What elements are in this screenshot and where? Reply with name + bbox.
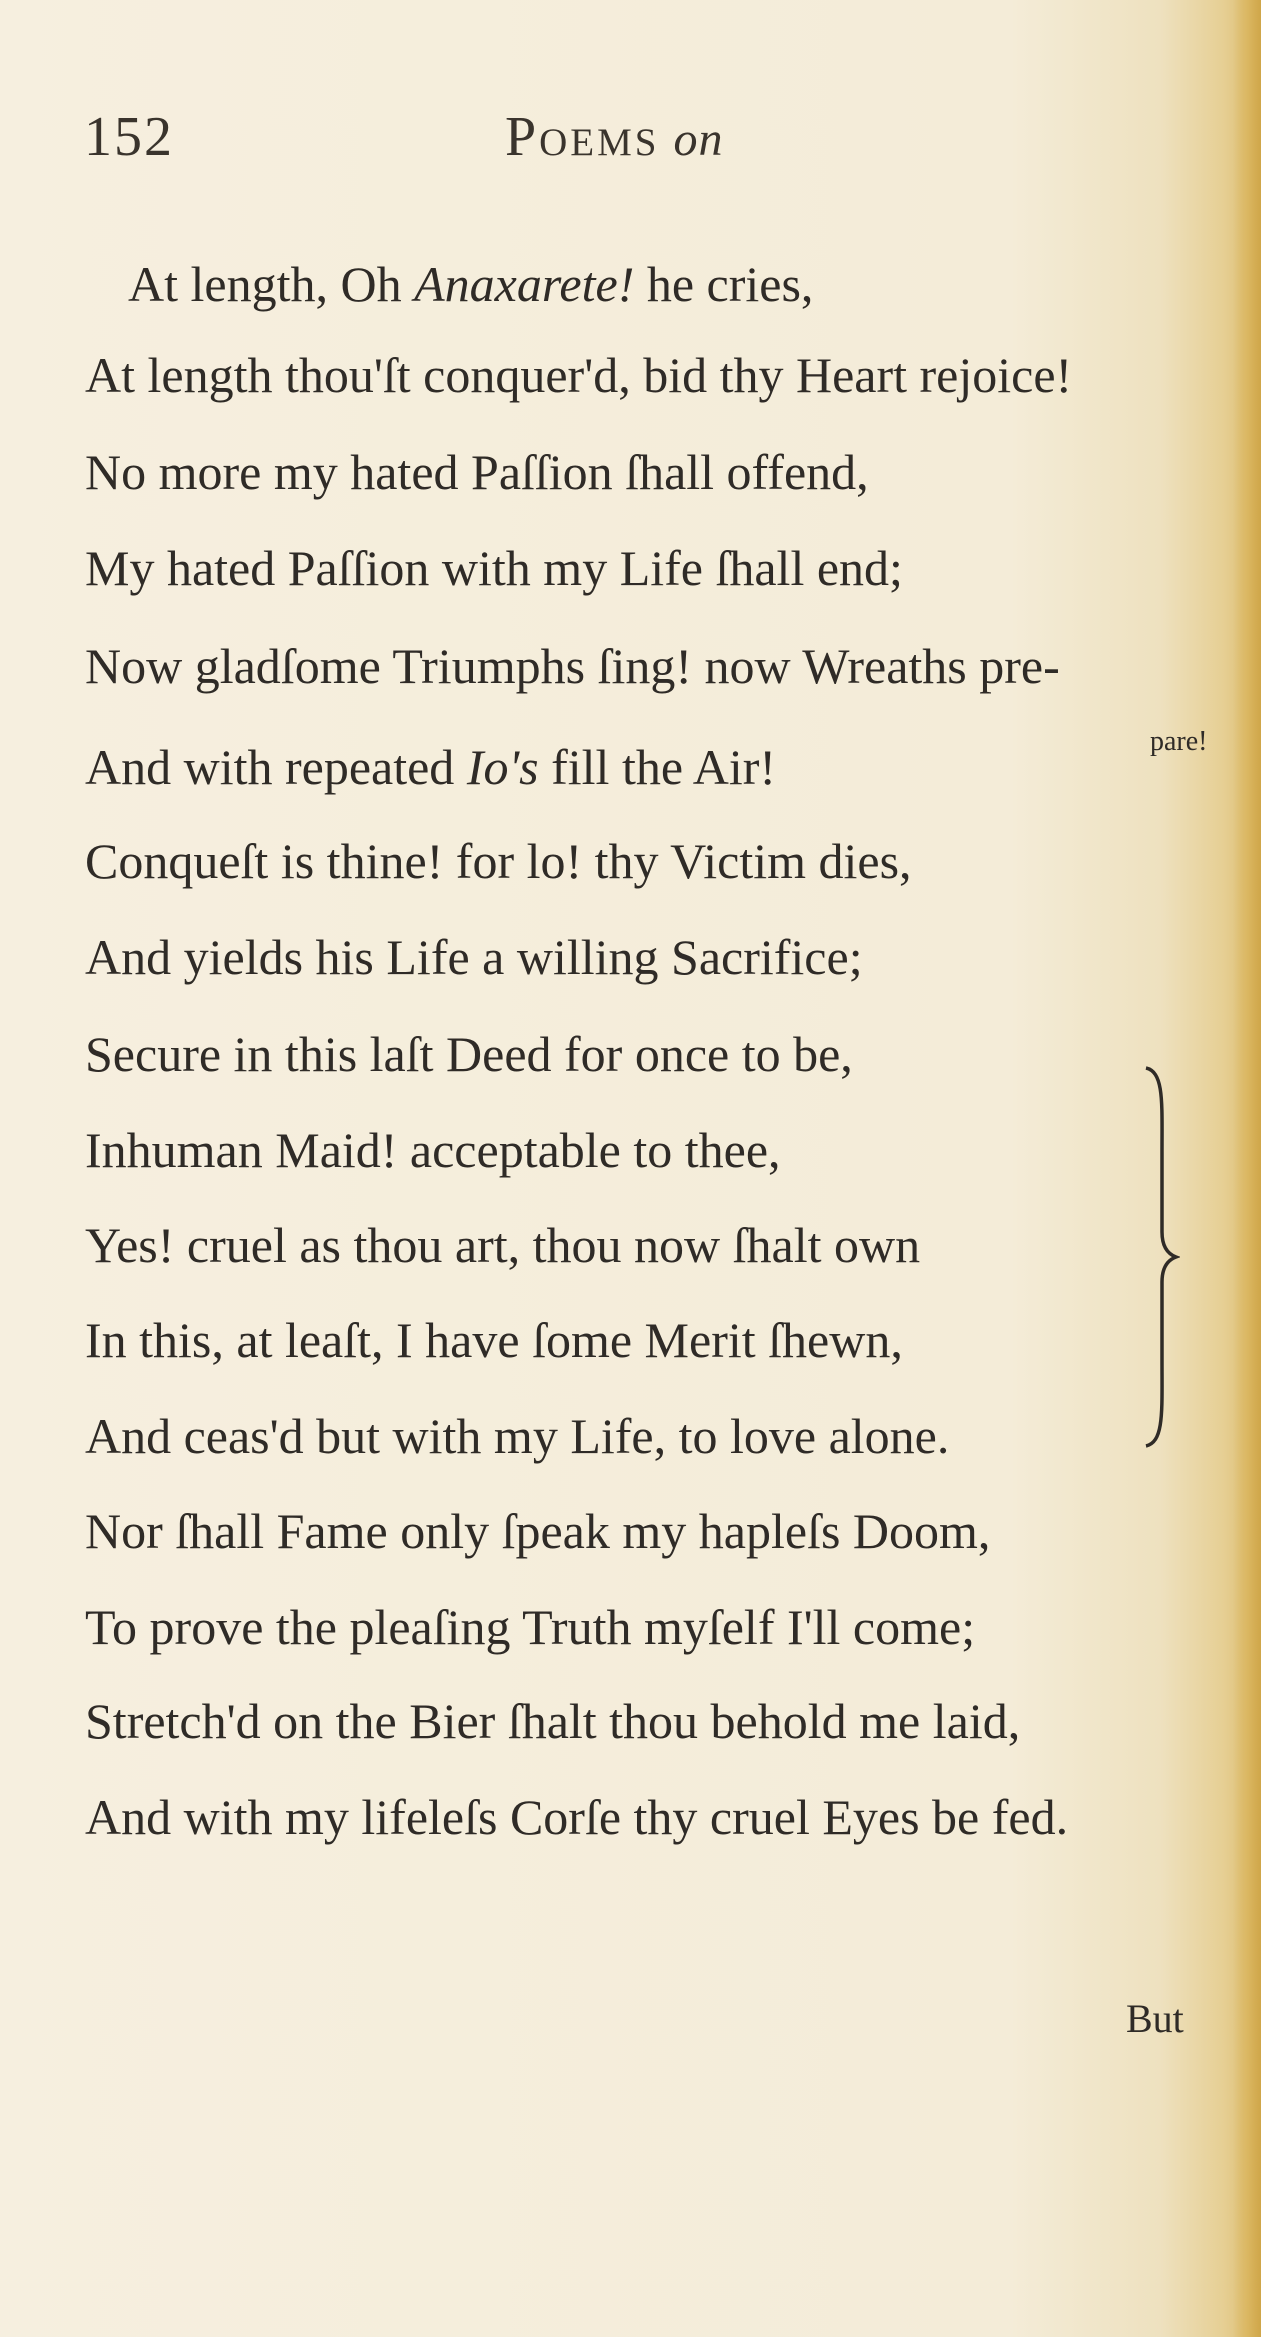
poem-line-6 [85, 738, 776, 796]
poem-line-1-start: At length, Oh [128, 256, 402, 312]
poem-line-13: And ceas'd but with my Life, to love alone. [85, 1408, 950, 1464]
poem-line-14: Nor ſhall Fame only ſpeak my hapleſs Doom, [85, 1503, 991, 1559]
poem-line-6-name: Io's [466, 739, 539, 795]
poem-line-1 [128, 255, 813, 313]
poem-line-3: No more my hated Paſſion ſhall offend, [85, 444, 869, 500]
running-head-suffix: on [673, 113, 724, 166]
poem-line-15: To prove the pleaſing Truth myſelf I'll come; [85, 1599, 976, 1655]
poem-line-8: And yields his Life a willing Sacrifice; [85, 929, 863, 985]
poem-line-12: In this, at leaſt, I have ſome Merit ſhewn, [85, 1312, 903, 1368]
poem-line-7: Conqueſt is thine! for lo! thy Victim dies, [85, 833, 912, 889]
poem-line-1-end: he cries, [646, 256, 814, 312]
running-head-title: Poems [505, 106, 660, 168]
poem-line-2: At length thou'ſt conquer'd, bid thy Heart rejoice! [85, 347, 1073, 403]
poem-line-17: And with my lifeleſs Corſe thy cruel Eyes be fed. [85, 1789, 1069, 1845]
poem-line-9: Secure in this laſt Deed for once to be, [85, 1026, 853, 1082]
poem-line-5: Now gladſome Triumphs ſing! now Wreaths pre- [85, 638, 1060, 694]
catchword: But [1126, 1996, 1184, 2041]
poem-line-16: Stretch'd on the Bier ſhalt thou behold me laid, [85, 1693, 1021, 1749]
poem-line-11: Yes! cruel as thou art, thou now ſhalt own [85, 1217, 921, 1273]
turnover-text: pare! [1150, 726, 1208, 757]
page-number: 152 [84, 106, 174, 168]
poem-line-6-end: fill the Air! [551, 739, 777, 795]
triplet-brace-icon [1140, 1062, 1180, 1452]
poem-line-1-name: Anaxarete! [414, 256, 635, 312]
poem-line-4: My hated Paſſion with my Life ſhall end; [85, 540, 903, 596]
poem-line-6-start: And with repeated [85, 739, 455, 795]
poem-line-10: Inhuman Maid! acceptable to thee, [85, 1122, 781, 1178]
